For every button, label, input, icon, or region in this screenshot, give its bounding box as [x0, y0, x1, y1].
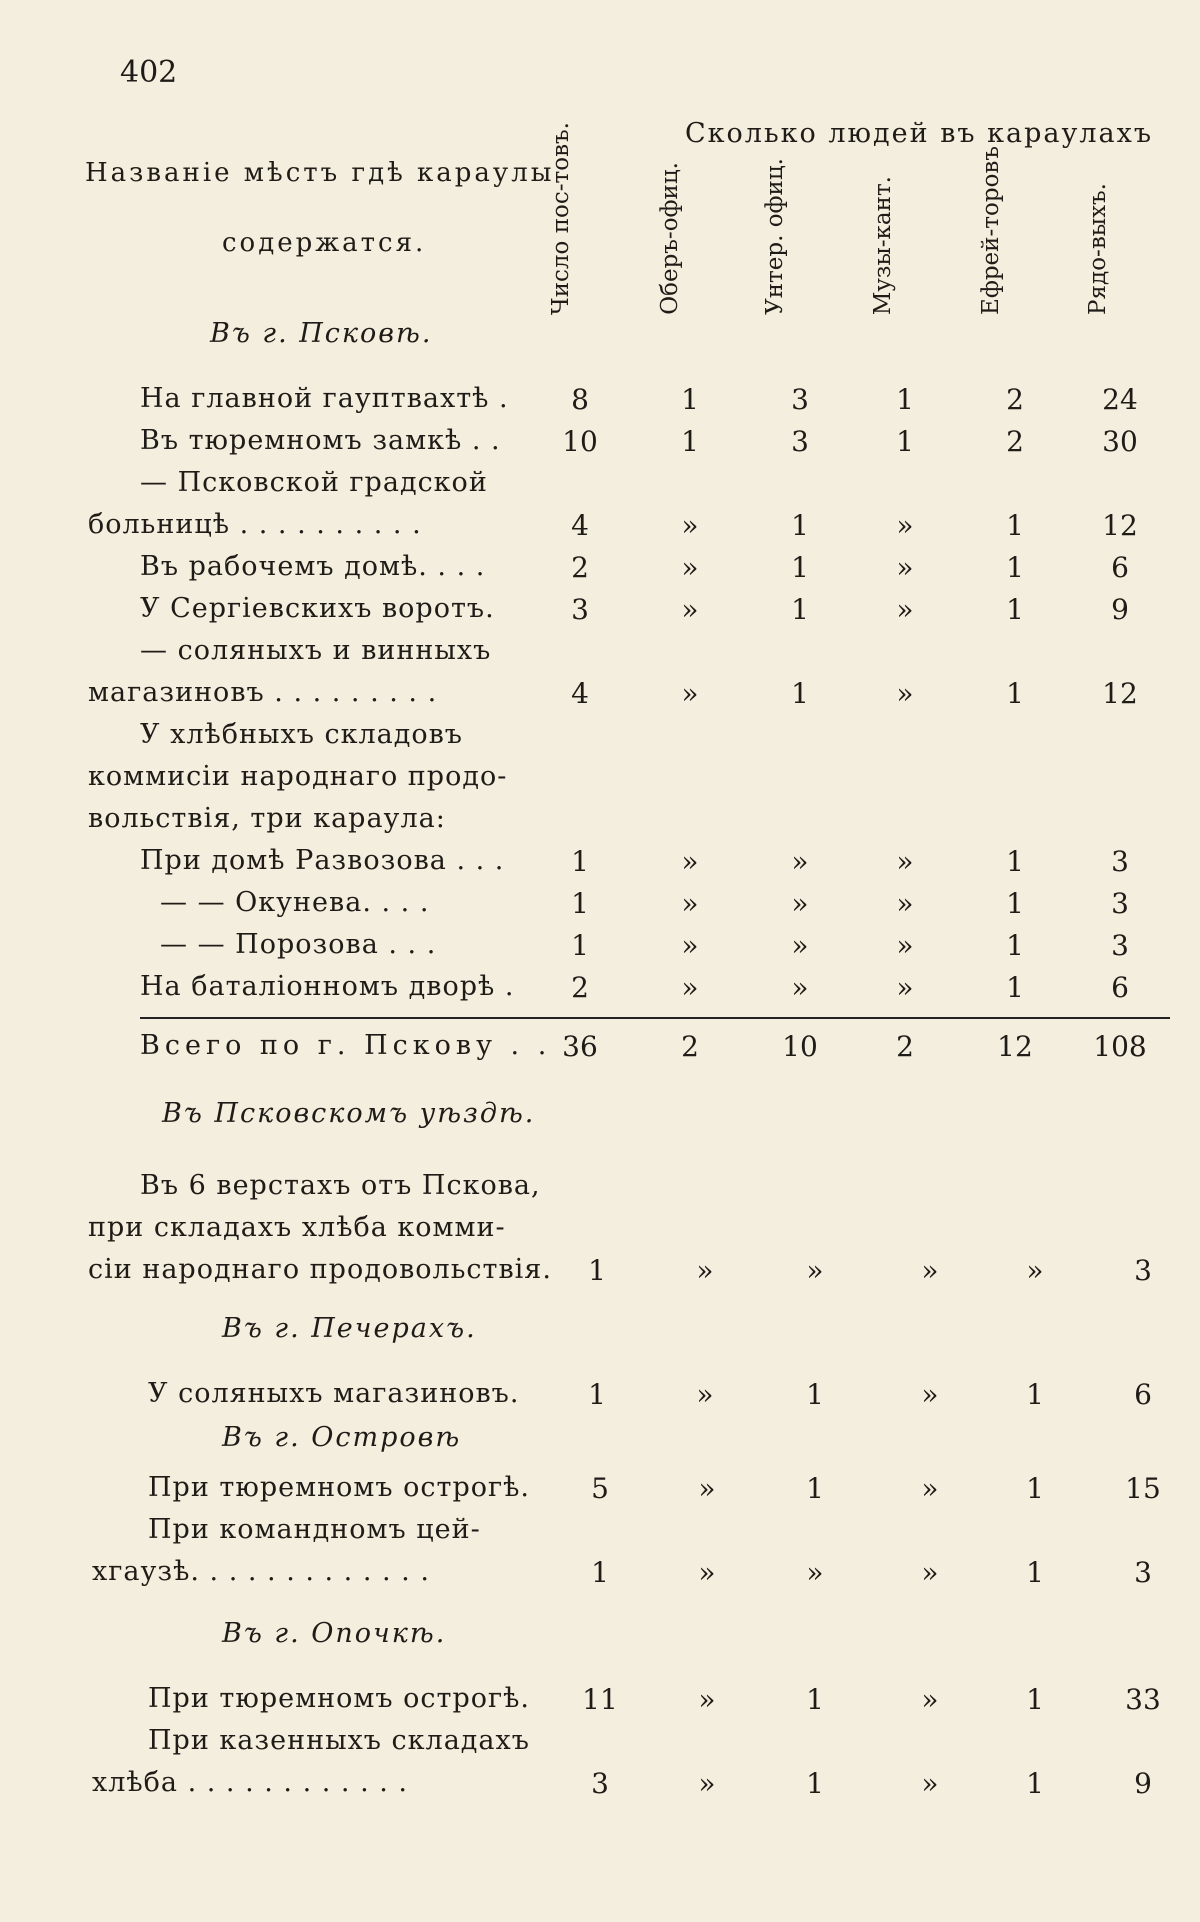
cell-privates: 24 — [1102, 383, 1138, 416]
cell-posts: 10 — [562, 425, 598, 458]
cell-nco: » — [806, 1556, 824, 1589]
cell-privates: 3 — [1111, 929, 1129, 962]
cell-posts: 4 — [571, 509, 589, 542]
row-label: Въ 6 верстахъ отъ Пскова, — [140, 1170, 541, 1201]
cell-posts: 1 — [571, 929, 589, 962]
cell-corporals: 1 — [1026, 1378, 1044, 1411]
cell-privates: 12 — [1102, 677, 1138, 710]
cell-senior-officers: » — [681, 593, 699, 626]
cell-senior-officers: » — [698, 1683, 716, 1716]
cell-musicians: » — [896, 845, 914, 878]
cell-privates: 15 — [1125, 1472, 1161, 1505]
total-corporals: 12 — [997, 1030, 1033, 1063]
cell-corporals: 2 — [1006, 425, 1024, 458]
cell-musicians: » — [921, 1254, 939, 1287]
cell-nco: 1 — [791, 677, 809, 710]
cell-senior-officers: 1 — [681, 425, 699, 458]
cell-posts: 1 — [591, 1556, 609, 1589]
row-label: При тюремномъ острогѣ. — [148, 1683, 530, 1714]
row-label: При тюремномъ острогѣ. — [148, 1472, 530, 1503]
row-label: — — Порозова . . . — [160, 929, 437, 960]
row-label: хлѣба . . . . . . . . . . . . — [92, 1767, 408, 1798]
section-title: Въ г. Псковѣ. — [210, 318, 433, 349]
cell-senior-officers: » — [681, 845, 699, 878]
cell-posts: 1 — [571, 845, 589, 878]
cell-musicians: 1 — [896, 425, 914, 458]
cell-corporals: » — [1026, 1254, 1044, 1287]
row-label: при складахъ хлѣба комми- — [88, 1212, 506, 1243]
row-label: При командномъ цей- — [148, 1514, 481, 1545]
cell-senior-officers: » — [698, 1767, 716, 1800]
cell-nco: » — [791, 887, 809, 920]
row-label: Въ рабочемъ домѣ. . . . — [140, 551, 486, 582]
cell-senior-officers: » — [696, 1254, 714, 1287]
row-label: У Сергіевскихъ воротъ. — [140, 593, 495, 624]
cell-privates: 33 — [1125, 1683, 1161, 1716]
cell-privates: 6 — [1134, 1378, 1152, 1411]
cell-privates: 12 — [1102, 509, 1138, 542]
cell-nco: 3 — [791, 383, 809, 416]
cell-posts: 1 — [588, 1378, 606, 1411]
row-label: вольствія, три караула: — [88, 803, 446, 834]
cell-posts: 8 — [571, 383, 589, 416]
row-label: хгаузѣ. . . . . . . . . . . . . — [92, 1556, 430, 1587]
section-title: Въ г. Печерахъ. — [222, 1313, 477, 1344]
row-label: При домѣ Развозова . . . — [140, 845, 505, 876]
cell-posts: 11 — [582, 1683, 618, 1716]
cell-corporals: 1 — [1006, 929, 1024, 962]
cell-privates: 3 — [1134, 1556, 1152, 1589]
column-header-nco: Унтер. офиц. — [762, 158, 788, 315]
cell-posts: 2 — [571, 551, 589, 584]
cell-senior-officers: » — [681, 677, 699, 710]
cell-posts: 5 — [591, 1472, 609, 1505]
cell-nco: » — [806, 1254, 824, 1287]
row-label: сіи народнаго продовольствія. — [88, 1254, 552, 1285]
cell-musicians: » — [896, 887, 914, 920]
row-label: На главной гауптвахтѣ . — [140, 383, 509, 414]
section-title: Въ г. Островѣ — [222, 1422, 462, 1453]
cell-posts: 3 — [571, 593, 589, 626]
column-header-corporals: Ефрей-торовъ — [978, 146, 1004, 315]
cell-nco: 1 — [791, 593, 809, 626]
cell-posts: 3 — [591, 1767, 609, 1800]
cell-nco: 1 — [806, 1767, 824, 1800]
cell-corporals: 1 — [1026, 1767, 1044, 1800]
cell-senior-officers: » — [698, 1472, 716, 1505]
total-divider — [140, 1017, 1170, 1019]
column-header-senior-officers: Оберъ-офиц. — [657, 162, 683, 315]
cell-privates: 9 — [1134, 1767, 1152, 1800]
row-label: больницѣ . . . . . . . . . . — [88, 509, 422, 540]
column-header-posts: Число пос-товъ. — [548, 121, 574, 315]
cell-corporals: 1 — [1026, 1683, 1044, 1716]
cell-nco: 1 — [791, 509, 809, 542]
cell-privates: 3 — [1111, 887, 1129, 920]
cell-nco: 3 — [791, 425, 809, 458]
name-column-header-line2: содержатся. — [222, 228, 427, 258]
cell-senior-officers: » — [698, 1556, 716, 1589]
cell-nco: 1 — [806, 1472, 824, 1505]
cell-musicians: » — [921, 1556, 939, 1589]
cell-musicians: » — [921, 1683, 939, 1716]
total-nco: 10 — [782, 1030, 818, 1063]
cell-musicians: » — [921, 1767, 939, 1800]
cell-musicians: » — [896, 593, 914, 626]
column-header-musicians: Музы-кант. — [870, 175, 896, 315]
cell-musicians: » — [896, 509, 914, 542]
cell-privates: 9 — [1111, 593, 1129, 626]
cell-corporals: 2 — [1006, 383, 1024, 416]
cell-corporals: 1 — [1026, 1472, 1044, 1505]
row-label: На баталіонномъ дворѣ . — [140, 971, 515, 1002]
total-label: Всего по г. Пскову . . — [140, 1030, 552, 1061]
cell-nco: » — [791, 929, 809, 962]
cell-senior-officers: » — [681, 887, 699, 920]
page-number: 402 — [120, 55, 178, 90]
cell-corporals: 1 — [1006, 845, 1024, 878]
cell-senior-officers: » — [696, 1378, 714, 1411]
cell-senior-officers: » — [681, 971, 699, 1004]
total-privates: 108 — [1093, 1030, 1147, 1063]
row-label: У соляныхъ магазиновъ. — [148, 1378, 520, 1409]
column-header-privates: Рядо-выхъ. — [1085, 183, 1111, 315]
cell-corporals: 1 — [1006, 593, 1024, 626]
cell-posts: 1 — [588, 1254, 606, 1287]
cell-nco: » — [791, 845, 809, 878]
cell-senior-officers: » — [681, 929, 699, 962]
cell-privates: 6 — [1111, 971, 1129, 1004]
cell-corporals: 1 — [1006, 551, 1024, 584]
section-title: Въ Псковскомъ уѣздѣ. — [162, 1098, 536, 1129]
cell-musicians: » — [896, 677, 914, 710]
cell-privates: 3 — [1134, 1254, 1152, 1287]
cell-corporals: 1 — [1006, 887, 1024, 920]
total-posts: 36 — [562, 1030, 598, 1063]
cell-musicians: » — [896, 551, 914, 584]
cell-musicians: » — [896, 929, 914, 962]
cell-musicians: 1 — [896, 383, 914, 416]
cell-nco: 1 — [791, 551, 809, 584]
row-label: — соляныхъ и винныхъ — [140, 635, 492, 666]
cell-senior-officers: 1 — [681, 383, 699, 416]
column-group-title: Сколько людей въ караулахъ — [685, 118, 1154, 149]
cell-musicians: » — [921, 1472, 939, 1505]
total-musicians: 2 — [896, 1030, 914, 1063]
cell-posts: 4 — [571, 677, 589, 710]
cell-musicians: » — [896, 971, 914, 1004]
cell-privates: 30 — [1102, 425, 1138, 458]
cell-senior-officers: » — [681, 551, 699, 584]
cell-nco: 1 — [806, 1378, 824, 1411]
cell-musicians: » — [921, 1378, 939, 1411]
row-label: У хлѣбныхъ складовъ — [140, 719, 463, 750]
cell-senior-officers: » — [681, 509, 699, 542]
row-label: магазиновъ . . . . . . . . . — [88, 677, 438, 708]
cell-corporals: 1 — [1006, 971, 1024, 1004]
cell-privates: 3 — [1111, 845, 1129, 878]
cell-nco: 1 — [806, 1683, 824, 1716]
row-label: При казенныхъ складахъ — [148, 1725, 530, 1756]
total-senior-officers: 2 — [681, 1030, 699, 1063]
cell-corporals: 1 — [1006, 509, 1024, 542]
cell-corporals: 1 — [1026, 1556, 1044, 1589]
cell-privates: 6 — [1111, 551, 1129, 584]
row-label: коммисіи народнаго продо- — [88, 761, 508, 792]
name-column-header-line1: Названіе мѣстъ гдѣ караулы — [85, 158, 555, 188]
row-label: Въ тюремномъ замкѣ . . — [140, 425, 501, 456]
row-label: — — Окунева. . . . — [160, 887, 430, 918]
cell-posts: 2 — [571, 971, 589, 1004]
row-label: — Псковской градской — [140, 467, 488, 498]
cell-nco: » — [791, 971, 809, 1004]
cell-posts: 1 — [571, 887, 589, 920]
section-title: Въ г. Опочкѣ. — [222, 1618, 447, 1649]
cell-corporals: 1 — [1006, 677, 1024, 710]
